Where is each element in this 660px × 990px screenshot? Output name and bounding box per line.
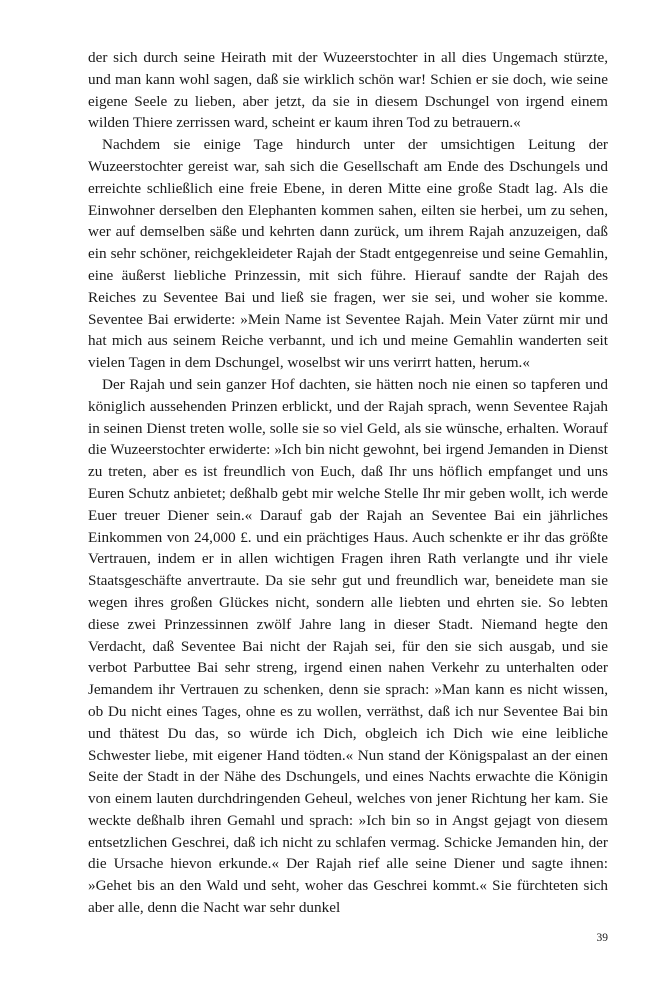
page-number: 39 bbox=[596, 932, 608, 944]
page-body bbox=[88, 47, 608, 919]
paragraph-2: Nachdem sie einige Tage hindurch unter der umsichtigen Leitung der Wuzeerstochter gereist war, sah sich die Gesellschaft am Ende des Dschungels und erreichte schließlich eine freie Ebene, in deren Mitte eine große Stadt lag. Als die Einwohner derselben den Elephanten kommen sahen, eilten sie herbei, um zu sehen, wer auf demselben säße und kehrten dann zurück, um ihrem Rajah anzuzeigen, daß ein sehr schöner, reichgekleideter Rajah der Stadt entgegenreise und seine Gemahlin, eine äußerst liebliche Prinzessin, mit sich führe. Hierauf sandte der Rajah des Reiches zu Seventee Bai und ließ sie fragen, wer sie sei, und woher sie komme. Seventee Bai erwiderte: »Mein Name ist Seventee Rajah. Mein Vater zürnt mir und hat mich aus seinem Reiche verbannt, und ich und meine Gemahlin wanderten seit vielen Tagen in dem Dschungel, woselbst wir uns verirrt hatten, herum.« bbox=[88, 136, 608, 372]
paragraph-1: der sich durch seine Heirath mit der Wuzeerstochter in all dies Ungemach stürzte, und man kann wohl sagen, daß sie wirklich schön war! Schien er sie doch, wie seine eigene Seele zu lieben, aber jetzt, da sie in diesem Dschungel von irgend einem wilden Thiere zerrissen ward, scheint er kaum ihren Tod zu betrauern.« bbox=[88, 49, 608, 132]
paragraph-3: Der Rajah und sein ganzer Hof dachten, sie hätten noch nie einen so tapferen und königlich aussehenden Prinzen erblickt, und der Rajah sprach, wenn Seventee Rajah in seinen Dienst treten wolle, solle sie so viel Geld, als sie wünsche, erhalten. Worauf die Wuzeerstochter erwiderte: »Ich bin nicht gewohnt, bei irgend Jemanden in Dienst zu treten, aber es ist freundlich von Euch, daß Ihr uns höflich empfanget und uns Euren Schutz anbietet; deßhalb gebt mir welche Stelle Ihr mir geben wollt, ich werde Euer treuer Diener sein.« Darauf gab der Rajah an Seventee Bai ein jährliches Einkommen von 24,000 £. und ein prächtiges Haus. Auch schenkte er ihr das größte Vertrauen, indem er in allen wichtigen Fragen ihren Rath verlangte und ihr viele Staatsgeschäfte anvertraute. Da sie sehr gut und freundlich war, beneidete man sie wegen ihres großen Glückes nicht, sondern alle liebten und ehrten sie. So lebten diese zwei Prinzessinnen zwölf Jahre lang in dieser Stadt. Niemand hegte den Verdacht, daß Seventee Bai nicht der Rajah sei, für den sie sich ausgab, und sie verbot Parbuttee Bai sehr streng, irgend einen nahen Verkehr zu unterhalten oder Jemandem ihr Vertrauen zu schenken, denn sie sprach: »Man kann es nicht wissen, ob Du nicht eines Tages, ohne es zu wollen, verräthst, daß ich nur Seventee Bai bin und thätest Du das, so würde ich Dich, obgleich ich Dich wie eine leibliche Schwester liebe, mit eigener Hand tödten.« Nun stand der Königspalast an der einen Seite der Stadt in der Nähe des Dschungels, und eines Nachts erwachte die Königin von einem lauten durchdringenden Geheul, welches von jener Richtung her kam. Sie weckte deßhalb ihren Gemahl und sprach: »Ich bin so in Angst gejagt von diesem entsetzlichen Geschrei, daß ich nicht zu schlafen vermag. Schicke Jemanden hin, der die Ursache hievon erkunde.« Der Rajah rief alle seine Diener und sagte ihnen: »Gehet bis an den Wald und seht, woher das Geschrei kommt.« Sie fürchteten sich aber alle, denn die Nacht war sehr dunkel bbox=[88, 375, 608, 917]
